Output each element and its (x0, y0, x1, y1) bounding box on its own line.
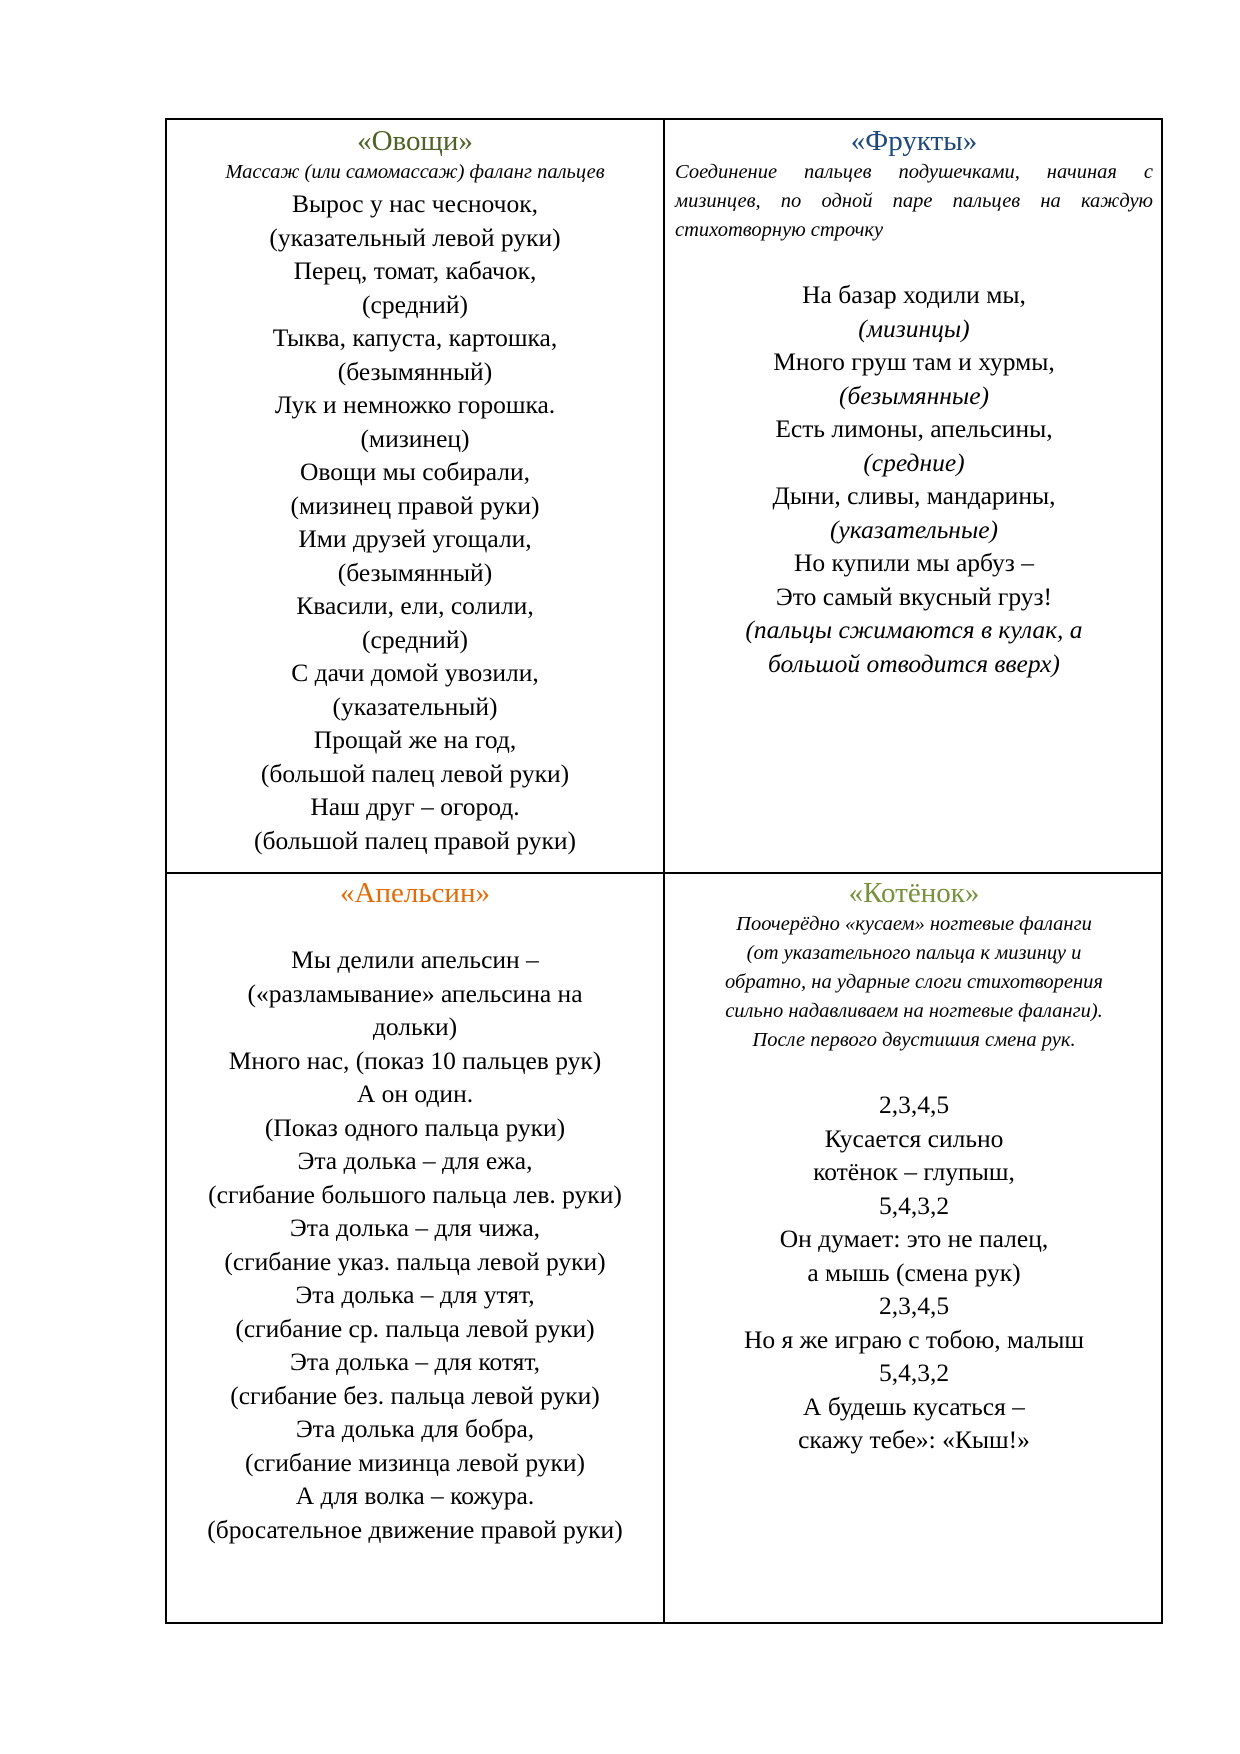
spacer (675, 245, 1153, 278)
poem-line: (большой палец правой руки) (254, 825, 576, 855)
poem-line: Кусается сильно (824, 1123, 1004, 1153)
poem-lines-vegetables (173, 187, 657, 857)
poem-line: Лук и немножко горошка. (274, 390, 556, 419)
poem-line: Есть лимоны, апельсины, (775, 414, 1053, 443)
poem-line: Овощи мы собирали, (299, 457, 531, 486)
poem-line: (безымянные) (838, 380, 990, 410)
poem-line: 5,4,3,2 (878, 1190, 950, 1220)
poem-line: Но я же играю с тобою, малыш (744, 1324, 1084, 1354)
poem-line: Перец, томат, кабачок, (293, 256, 537, 285)
poem-line: Много нас, (показ 10 пальцев рук) (228, 1045, 602, 1075)
poem-line: Эта долька – для котят, (290, 1347, 540, 1376)
finger-games-table (165, 118, 1163, 1624)
poem-line: 2,3,4,5 (878, 1090, 950, 1119)
poem-line: (бросательное движение правой руки) (207, 1514, 623, 1544)
poem-line: (большой палец левой руки) (260, 758, 570, 788)
poem-line: (мизинец правой руки) (290, 490, 540, 520)
poem-line: Это самый вкусный груз! (775, 581, 1053, 611)
poem-line: Эта долька для бобра, (295, 1414, 535, 1443)
poem-line: («разламывание» апельсина на (247, 978, 583, 1008)
description-line: обратно, на ударные слоги стихотворения (725, 971, 1103, 993)
cell-title-vegetables: «Овощи» (357, 125, 473, 157)
description-line: После первого двустишия смена рук. (752, 1029, 1076, 1051)
poem-line: А для волка – кожура. (295, 1481, 535, 1510)
poem-line: (мизинцы) (858, 313, 970, 343)
poem-line: (безымянный) (337, 356, 493, 386)
cell-title-orange: «Апельсин» (340, 877, 490, 909)
poem-line: Мы делили апельсин – (291, 945, 539, 974)
poem-line: (сгибание ср. пальца левой руки) (235, 1313, 595, 1343)
description-line: Поочерёдно «кусаем» ногтевые фаланги (736, 913, 1092, 935)
poem-line: С дачи домой увозили, (291, 658, 539, 687)
poem-line: (мизинец) (360, 423, 470, 453)
poem-line: Вырос у нас чесночок, (292, 189, 538, 218)
cell-orange (167, 874, 663, 1624)
poem-line: (сгибание большого пальца лев. руки) (208, 1179, 622, 1209)
poem-line: Эта долька – для утят, (295, 1280, 535, 1309)
poem-line: А будешь кусаться – (803, 1391, 1025, 1421)
poem-lines-kitten (675, 1088, 1153, 1457)
cell-description-vegetables: Массаж (или самомассаж) фаланг пальцев (225, 161, 605, 183)
poem-line: А он один. (356, 1079, 474, 1108)
cell-title-kitten: «Котёнок» (848, 877, 980, 909)
poem-line: (указательный левой руки) (269, 222, 561, 252)
poem-line: а мышь (смена рук) (807, 1257, 1021, 1287)
poem-line: (пальцы сжимаются в кулак, а (745, 615, 1083, 644)
poem-lines-orange (171, 943, 659, 1546)
poem-line: большой отводится вверх) (768, 648, 1060, 678)
poem-line: (указательный) (332, 691, 498, 721)
cell-kitten (665, 874, 1163, 1624)
cell-vegetables (167, 120, 663, 872)
cell-description-kitten (675, 910, 1153, 1055)
poem-line: (средние) (863, 447, 965, 477)
poem-line: Эта долька – для чижа, (289, 1213, 541, 1242)
poem-line: дольки) (372, 1012, 458, 1041)
poem-lines-fruits (675, 278, 1153, 680)
spacer (171, 910, 659, 943)
poem-line: (сгибание без. пальца левой руки) (230, 1380, 600, 1410)
poem-line: Но купили мы арбуз – (793, 548, 1035, 577)
poem-line: (средний) (362, 289, 468, 319)
poem-line: Эта долька – для ежа, (297, 1146, 533, 1175)
poem-line: (указательные) (829, 514, 999, 544)
poem-line: Прощай же на год, (313, 725, 517, 754)
poem-line: (средний) (362, 624, 468, 654)
cell-title-fruits: «Фрукты» (850, 125, 978, 157)
cell-description-fruits: Соединение пальцев подушечками, начиная с мизинцев, по одной паре пальцев на каждую стихотворную строчку (675, 161, 1153, 241)
description-line: сильно надавливаем на ногтевые фаланги). (725, 1000, 1103, 1022)
spacer (675, 1055, 1153, 1088)
poem-line: Он думает: это не палец, (779, 1224, 1049, 1253)
poem-line: (сгибание мизинца левой руки) (244, 1447, 586, 1477)
poem-line: Квасили, ели, солили, (296, 591, 534, 620)
poem-line: (безымянный) (337, 557, 493, 587)
poem-line: Ими друзей угощали, (298, 524, 532, 553)
poem-line: Тыква, капуста, картошка, (272, 323, 558, 352)
poem-line: Много груш там и хурмы, (773, 347, 1055, 376)
poem-line: Дыни, сливы, мандарины, (772, 481, 1056, 510)
poem-line: 2,3,4,5 (878, 1291, 950, 1320)
poem-line: (сгибание указ. пальца левой руки) (224, 1246, 606, 1276)
description-line: (от указательного пальца к мизинцу и (746, 942, 1082, 964)
cell-fruits (665, 120, 1163, 872)
poem-line: На базар ходили мы, (802, 280, 1026, 309)
poem-line: котёнок – глупыш, (813, 1157, 1015, 1186)
poem-line: (Показ одного пальца руки) (264, 1112, 566, 1142)
poem-line: 5,4,3,2 (878, 1358, 950, 1387)
poem-line: Наш друг – огород. (310, 792, 520, 821)
poem-line: скажу тебе»: «Кыш!» (798, 1425, 1030, 1454)
